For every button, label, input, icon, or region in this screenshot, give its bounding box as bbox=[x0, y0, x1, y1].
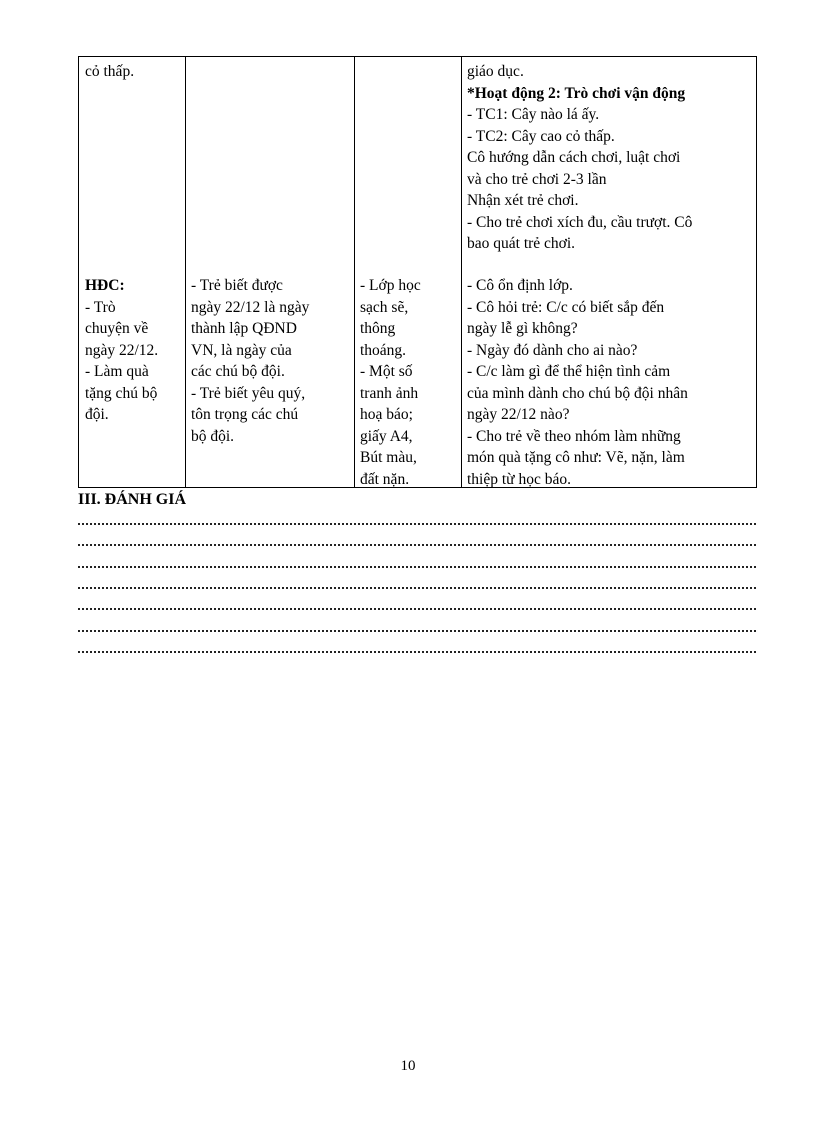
cell-line: thông bbox=[360, 320, 396, 337]
page-number: 10 bbox=[400, 1058, 416, 1074]
lesson-plan-table bbox=[78, 56, 757, 488]
cell-line: - Lớp học bbox=[360, 277, 421, 294]
cell-line: - Cho trẻ về theo nhóm làm những bbox=[467, 427, 681, 445]
col1-top bbox=[85, 61, 134, 83]
cell-line: cỏ thấp. bbox=[85, 63, 135, 80]
dotted-line bbox=[78, 521, 756, 525]
cell-line: - TC1: Cây nào lá ấy. bbox=[467, 106, 600, 123]
cell-line: món quà tặng cô như: Vẽ, nặn, làm bbox=[467, 449, 685, 466]
cell-line: thiệp từ học báo. bbox=[467, 470, 571, 488]
dotted-line bbox=[78, 649, 756, 653]
cell-line: - Trẻ biết yêu quý, bbox=[191, 384, 306, 402]
dotted-line bbox=[78, 606, 756, 610]
cell-line: - Một số bbox=[360, 363, 413, 380]
cell-line: đất nặn. bbox=[360, 470, 410, 488]
cell-line: tranh ảnh bbox=[360, 384, 419, 402]
cell-line: thành lập QĐND bbox=[191, 320, 297, 337]
dotted-line bbox=[78, 585, 756, 589]
cell-line: các chú bộ đội. bbox=[191, 363, 285, 380]
cell-line: VN, là ngày của bbox=[191, 341, 292, 359]
cell-line: - Cho trẻ chơi xích đu, cầu trượt. Cô bbox=[467, 213, 693, 231]
cell-line: tặng chú bộ bbox=[85, 384, 158, 402]
cell-line: - Trẻ biết được bbox=[191, 277, 283, 294]
cell-line: đội. bbox=[85, 406, 109, 423]
cell-line: Nhận xét trẻ chơi. bbox=[467, 192, 579, 209]
col2-bottom bbox=[191, 275, 309, 447]
cell-line: - Làm quà bbox=[85, 363, 149, 380]
cell-line: Bút màu, bbox=[360, 449, 417, 466]
evaluation-heading: III. ĐÁNH GIÁ bbox=[78, 491, 187, 508]
col4-bottom bbox=[467, 275, 688, 490]
cell-line: Cô hướng dẫn cách chơi, luật chơi bbox=[467, 149, 681, 166]
dotted-line bbox=[78, 628, 756, 632]
cell-line: ngày 22/12 nào? bbox=[467, 406, 570, 423]
cell-line: - Ngày đó dành cho ai nào? bbox=[467, 341, 638, 359]
cell-line: chuyện về bbox=[85, 320, 149, 337]
cell-line: - TC2: Cây cao cỏ thấp. bbox=[467, 127, 615, 145]
cell-line: bao quát trẻ chơi. bbox=[467, 235, 576, 252]
cell-line: thoáng. bbox=[360, 341, 407, 359]
cell-line: giấy A4, bbox=[360, 427, 413, 445]
cell-line: ngày lễ gì không? bbox=[467, 320, 578, 337]
col1-bottom bbox=[85, 275, 158, 426]
cell-line: - Cô hỏi trẻ: C/c có biết sắp đến bbox=[467, 298, 665, 316]
cell-line: - C/c làm gì để thể hiện tình cảm bbox=[467, 363, 671, 380]
cell-line: bộ đội. bbox=[191, 427, 235, 445]
activity-heading: *Hoạt động 2: Trò chơi vận động bbox=[467, 84, 686, 102]
dotted-line bbox=[78, 542, 756, 546]
cell-line: sạch sẽ, bbox=[360, 298, 409, 316]
cell-line: giáo dục. bbox=[467, 63, 524, 80]
cell-line: tôn trọng các chú bbox=[191, 406, 299, 423]
column-divider bbox=[185, 57, 186, 487]
dotted-line bbox=[78, 564, 756, 568]
cell-line: hoạ báo; bbox=[360, 406, 413, 423]
cell-line: - Cô ổn định lớp. bbox=[467, 277, 573, 294]
col3-bottom bbox=[360, 275, 421, 490]
cell-line: và cho trẻ chơi 2-3 lần bbox=[467, 170, 607, 188]
column-divider bbox=[461, 57, 462, 487]
section-label: HĐC: bbox=[85, 277, 125, 294]
cell-line: - Trò bbox=[85, 298, 116, 316]
col4-top bbox=[467, 61, 692, 255]
column-divider bbox=[354, 57, 355, 487]
cell-line: của mình dành cho chú bộ đội nhân bbox=[467, 384, 688, 402]
cell-line: ngày 22/12. bbox=[85, 341, 159, 359]
cell-line: ngày 22/12 là ngày bbox=[191, 298, 310, 316]
